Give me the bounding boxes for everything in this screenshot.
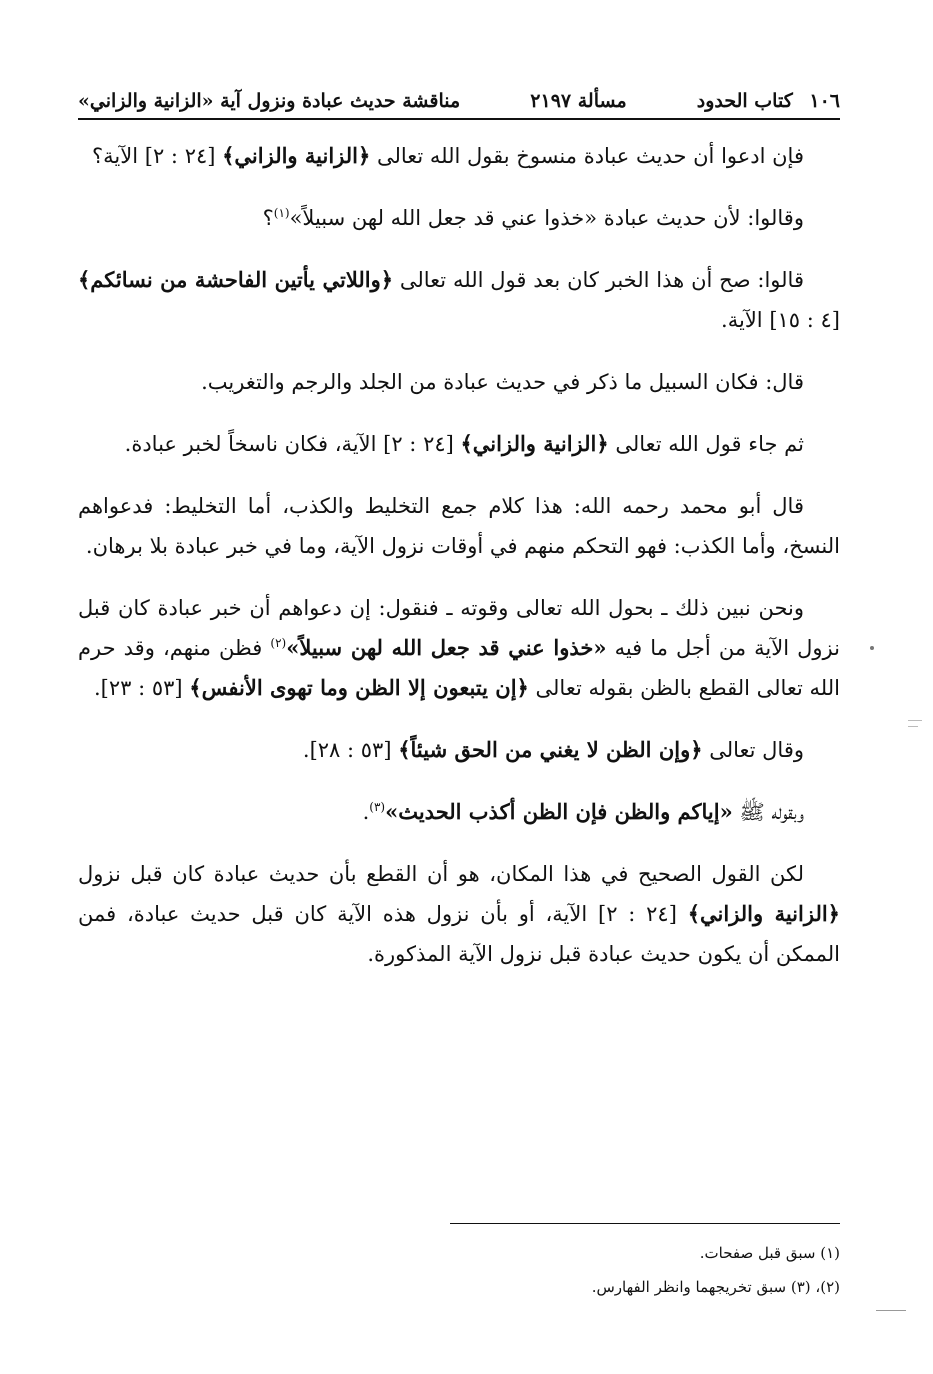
verse-reference: [٢٤ : ٢] <box>587 902 688 926</box>
header-right <box>697 90 840 112</box>
quran-verse: ﴿إن يتبعون إلا الظن وما تهوى الأنفس﴾ <box>189 675 529 700</box>
verse-reference: [٥٣ : ٢٣] <box>100 676 190 700</box>
running-header <box>78 90 840 120</box>
hadith-quote: «خذوا عني قد جعل الله لهن سبيلاً» <box>286 635 607 660</box>
issue-number: مسألة ٢١٩٧ <box>530 90 627 112</box>
quran-verse: ﴿الزانية والزاني﴾ <box>222 143 371 168</box>
margin-dot <box>870 646 874 650</box>
verse-reference: [٤ : ١٥] <box>762 308 840 332</box>
verse-reference: [٢٤ : ٢] <box>138 144 223 168</box>
footnote-separator <box>450 1223 840 1224</box>
book-page <box>78 90 840 1330</box>
footnote: (٢)، (٣) سبق تخريجهما وانظر الفهارس. <box>591 1278 840 1296</box>
paragraph: لكن القول الصحيح في هذا المكان، هو أن القطع بأن حديث عبادة كان قبل نزول ﴿الزانية والزاني﴾ [٢٤ : ٢] الآية، أو بأن نزول هذه الآية كان قبل حديث عبادة، فمن الممكن أن يكون حديث عبادة قبل نزول الآية المذكورة. <box>78 862 840 966</box>
verse-reference: [٥٣ : ٢٨] <box>309 738 399 762</box>
quran-verse: ﴿واللاتي يأتين الفاحشة من نسائكم﴾ <box>78 267 394 292</box>
page-body <box>78 136 840 974</box>
margin-mark <box>908 720 922 721</box>
paragraph: قال: فكان السبيل ما ذكر في حديث عبادة من الجلد والرجم والتغريب. <box>201 370 804 394</box>
paragraph: وقال تعالى ﴿وإن الظن لا يغني من الحق شيئاً﴾ [٥٣ : ٢٨]. <box>302 737 804 762</box>
margin-mark <box>908 726 918 727</box>
footnote-marker: (٣) <box>369 800 386 814</box>
hadith-quote: «إياكم والظن فإن الظن أكذب الحديث» <box>385 799 733 824</box>
quran-verse: ﴿وإن الظن لا يغني من الحق شيئاً﴾ <box>398 737 703 762</box>
paragraph: ثم جاء قول الله تعالى ﴿الزانية والزاني﴾ [٢٤ : ٢] الآية، فكان ناسخاً لخبر عبادة. <box>124 431 804 456</box>
quran-verse: ﴿الزانية والزاني﴾ <box>687 901 840 926</box>
verse-reference: [٢٤ : ٢] <box>376 432 461 456</box>
page-number: ١٠٦ <box>809 90 840 112</box>
paragraph: وبقوله ﷺ «إياكم والظن فإن الظن أكذب الحديث»$^{(٣)}$. <box>362 799 804 824</box>
footnote: (١) سبق قبل صفحات. <box>699 1244 840 1262</box>
margin-mark <box>876 1310 906 1311</box>
section-title: مناقشة حديث عبادة ونزول آية «الزانية والزاني» <box>78 90 461 112</box>
paragraph: فإن ادعوا أن حديث عبادة منسوخ بقول الله تعالى ﴿الزانية والزاني﴾ [٢٤ : ٢] الآية؟ <box>92 143 804 168</box>
book-title: كتاب الحدود <box>696 90 793 112</box>
paragraph: قال أبو محمد رحمه الله: هذا كلام جمع التخليط والكذب، أما التخليط: فدعواهم النسخ، وأما الكذب: فهو التحكم منهم في أوقات نزول الآية، وما في خبر عبادة بلا برهان. <box>78 494 840 558</box>
paragraph: قالوا: صح أن هذا الخبر كان بعد قول الله تعالى ﴿واللاتي يأتين الفاحشة من نسائكم﴾ [٤ : ١٥] الآية. <box>78 267 840 332</box>
quran-verse: ﴿الزانية والزاني﴾ <box>460 431 609 456</box>
footnotes <box>78 1236 840 1304</box>
paragraph: ونحن نبين ذلك ـ بحول الله تعالى وقوته ـ فنقول: إن دعواهم أن خبر عبادة كان قبل نزول الآية من أجل ما فيه «خذوا عني قد جعل الله لهن سبيلاً»$^{(٢)}$ فظن منهم، وقد حرم الله تعالى القطع بالظن بقوله تعالى ﴿إن يتبعون إلا الظن وما تهوى الأنفس﴾ [٥٣ : ٢٣]. <box>78 596 840 700</box>
paragraph: وقالوا: لأن حديث عبادة «خذوا عني قد جعل الله لهن سبيلاً»$^{(١)}$؟ <box>262 206 804 230</box>
footnote-marker: (١) <box>273 206 290 220</box>
footnote-marker: (٢) <box>270 636 287 650</box>
